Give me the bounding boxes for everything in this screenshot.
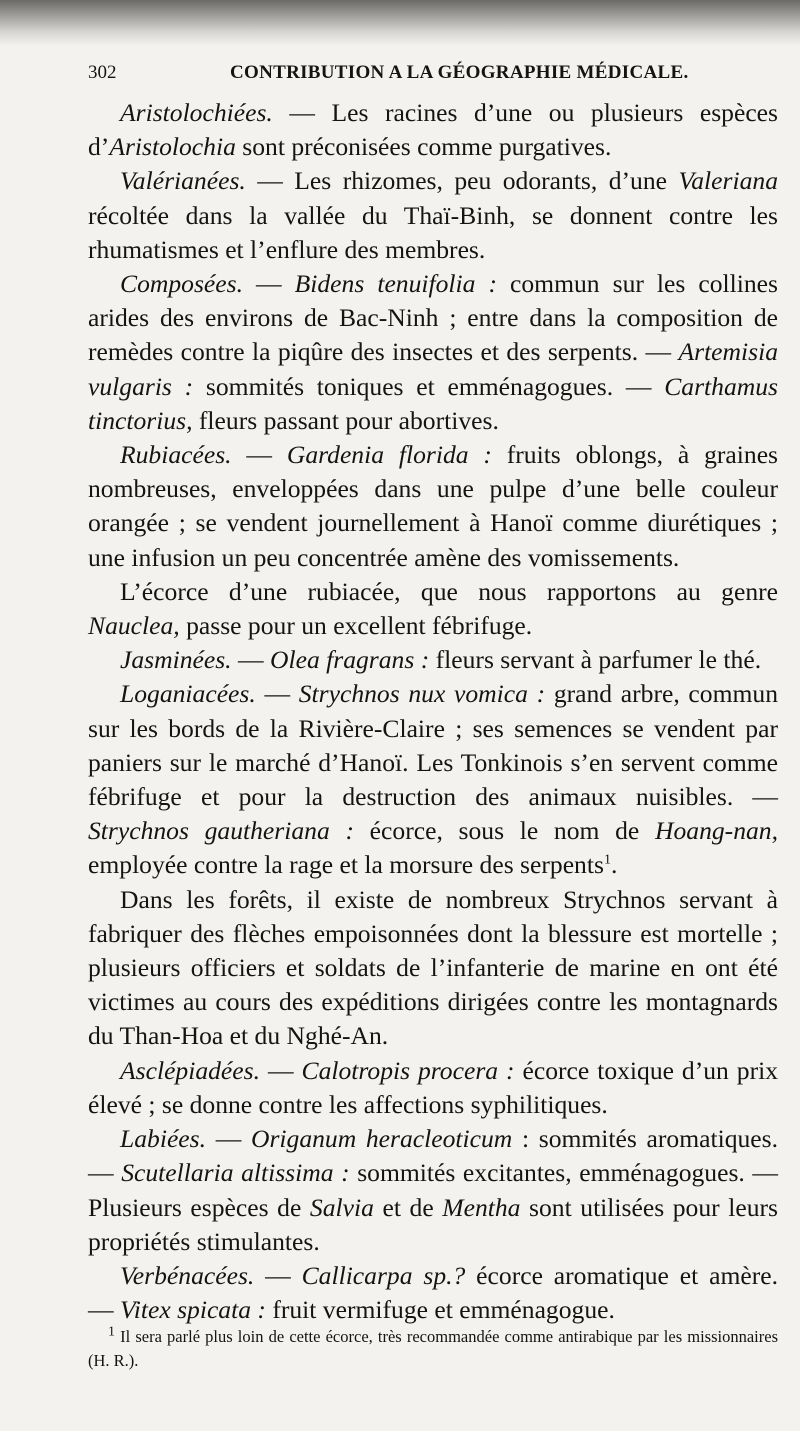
italic-term: Valérianées. [120,166,246,196]
text-run: sommités excitantes, emménagogues. — Plusieurs espèces de [88,1158,779,1222]
italic-term: Mentha [442,1192,521,1222]
text-run: écorce toxique d’un prix élevé ; se donne contre les affections syphilitiques. [88,1055,779,1119]
text-run: grand arbre, commun sur les bords de la Rivière-Claire ; ses semences se vendent par paniers sur le marché d’Hanoï. Les Tonkinois s’en servent comme fébrifuge et pour la destruction des animaux nuisibles. — [88,679,778,812]
italic-term: Nauclea, [88,611,180,641]
footnote [88,1325,778,1373]
italic-term: Gardenia florida : [286,440,492,470]
text-run: sommités toniques et emménagogues. — [193,371,665,401]
text-run: passe pour un excellent fébrifuge. [179,611,533,641]
page-number: 302 [88,62,117,83]
body-paragraph [88,575,778,643]
text-run: Dans les forêts, il existe de nombreux Strychnos servant à fabriquer des flèches empoisonnées dont la blessure est mortelle ; plusieurs officiers et soldats de l’infanterie de marine en ont été victimes au cours des expéditions dirigées contre les montagnards du Than-Hoa et du Nghé-An. [88,884,778,1051]
text-run: — [231,440,287,470]
text-run: — [206,1124,251,1154]
text-run: et de [373,1192,443,1222]
body-paragraph [88,677,778,882]
body-paragraph [88,883,778,1054]
italic-term: Artemisia vulgaris : [88,337,778,401]
text-run: : sommités aromatiques. — [88,1124,779,1188]
italic-term: Vitex spicata : [120,1295,266,1325]
italic-term: Hoang-nan, [655,816,778,846]
italic-term: Aristolochiées. [120,98,273,127]
text-run: — Les racines d’une ou plusieurs espèces d’ [88,98,778,162]
italic-term: Labiées. [120,1124,207,1154]
italic-term: Composées. [120,269,243,299]
italic-term: Carthamus tinctorius, [88,371,778,435]
italic-term: Valeriana [678,166,778,196]
footnote-paragraph [88,1325,778,1373]
italic-term: Olea fragrans : [269,645,430,675]
body-paragraph [88,1259,778,1327]
text-run: commun sur les collines arides des environs de Bac-Ninh ; entre dans la composition de remèdes contre la piqûre des insectes et des serpents. — [88,269,778,367]
text-run: — [255,679,299,709]
text-run: écorce aromatique et amère. — [88,1260,778,1325]
scan-top-shadow [0,0,800,46]
italic-term: Jasminées. [120,645,232,675]
body-paragraph [88,1122,778,1259]
text-run: fruit vermifuge et emménagogue. [265,1295,615,1325]
italic-term: Callicarpa sp.? [301,1260,466,1290]
body-paragraph [88,1054,778,1122]
text-run: sont utilisées pour leurs propriétés stimulantes. [88,1192,778,1256]
text-run: — [254,1260,302,1290]
italic-term: Calotropis procera : [301,1055,515,1085]
italic-term: Salvia [309,1192,374,1222]
text-run: — [260,1055,302,1085]
italic-term: Scutellaria altissima : [121,1158,350,1188]
body-paragraph [88,96,778,164]
italic-term: Verbénacées. [120,1260,255,1290]
text-run: — [231,645,270,675]
italic-term: Rubiacées. [120,440,232,470]
text-run: fleurs servant à parfumer le thé. [429,645,762,675]
body-paragraph [88,267,778,438]
body-paragraph [88,643,778,677]
text-run: fruits oblongs, à graines nombreuses, enveloppées dans une pulpe d’une belle couleur orangée ; se vendent journellement à Hanoï comme diurétiques ; une infusion un peu concentrée amène des vomissements. [88,440,779,572]
text-run: écorce, sous le nom de [353,816,655,846]
italic-term: Aristolochia [109,132,236,162]
text-run: — Les rhizomes, peu odorants, d’une [245,166,679,196]
italic-term: Strychnos nux vomica : [298,679,546,709]
italic-term: Loganiacées. [120,679,256,709]
text-run: récoltée dans la vallée du Thaï-Binh, se donnent contre les rhumatismes et l’enflure des membres. [88,200,778,264]
text-run: fleurs passant pour abortives. [192,405,499,435]
body-paragraph [88,438,778,575]
body-paragraph [88,164,778,267]
italic-term: Strychnos gautheriana : [88,816,354,846]
text-run: sont préconisées comme purgatives. [235,132,612,162]
text-run: . [610,850,618,880]
footnote-marker: 1 [108,1324,115,1340]
body-text [88,96,778,1327]
running-head: CONTRIBUTION A LA GÉOGRAPHIE MÉDICALE. [230,62,689,83]
italic-term: Origanum heracleoticum [250,1124,513,1154]
text-run: — [242,269,295,299]
italic-term: Asclépiadées. [120,1055,261,1085]
italic-term: Bidens tenuifolia : [294,269,497,299]
page-header [88,62,778,92]
text-run: employée contre la rage et la morsure des serpents [88,850,604,880]
footnote-text: Il sera parlé plus loin de cette écorce, très recommandée comme antirabique par les missionnaires (H. R.). [88,1327,778,1370]
footnote-reference: 1 [603,852,611,868]
text-run: L’écorce d’une rubiacée, que nous rapportons au genre [120,576,778,606]
